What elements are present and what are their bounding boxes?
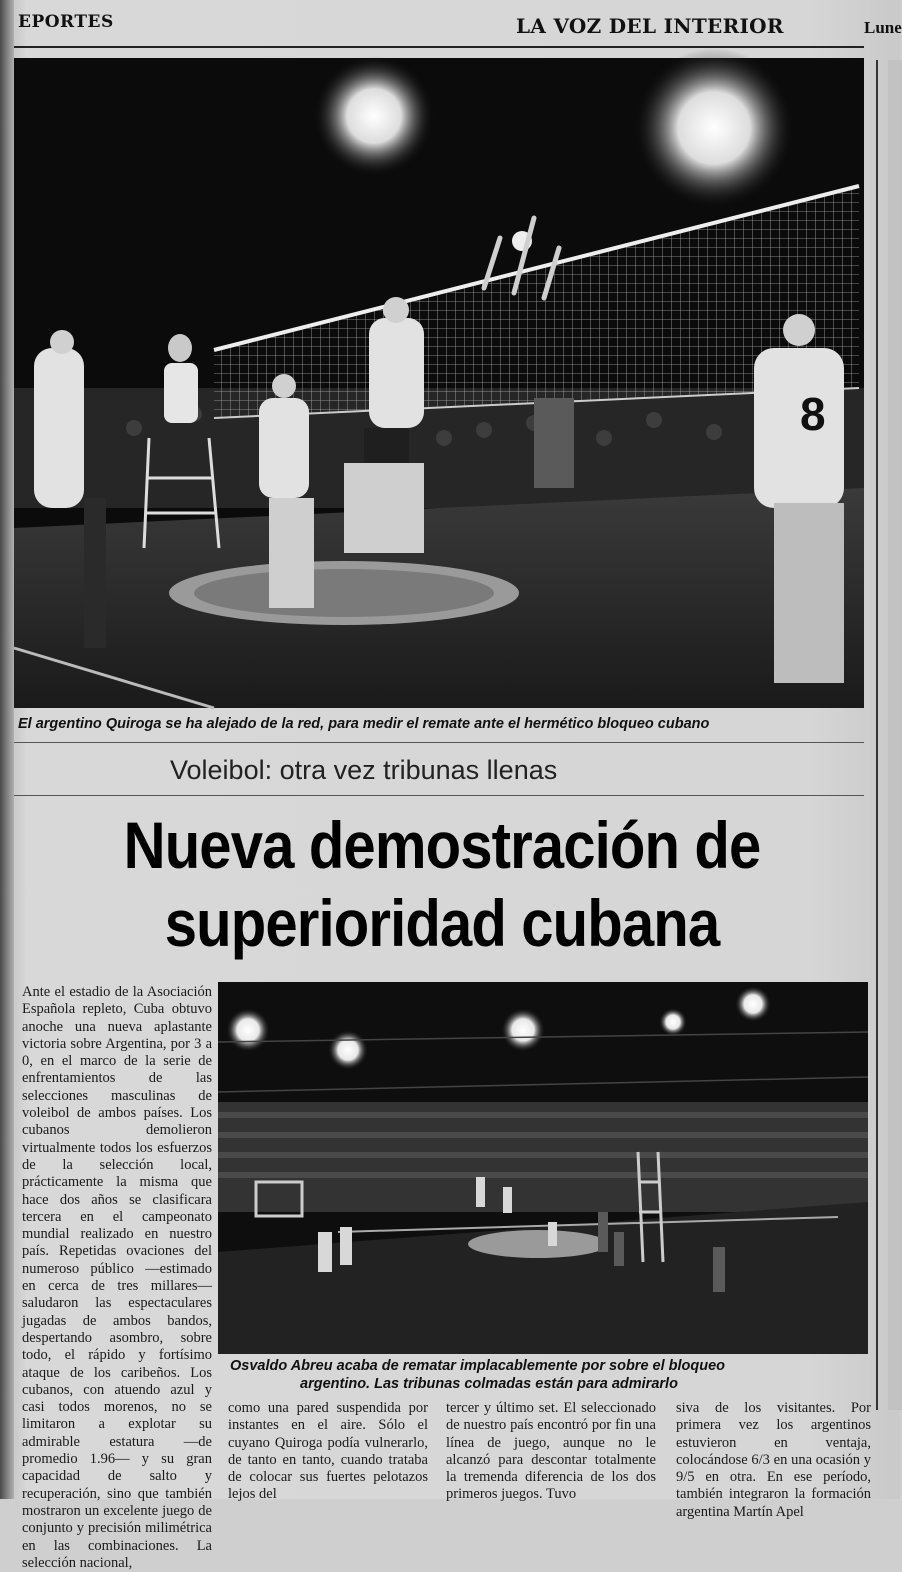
article-column-1-text: Ante el estadio de la Asociación Española repleto, Cuba obtuvo anoche una nueva aplastante victoria sobre Argentina, por 3 a 0, en el marco de la serie de enfrentamientos de las selecciones masculinas de voleibol de ambos países. Los cubanos demolieron virtualmente todos los esfuerzos de la selección local, prácticamente la misma que hace dos años se clasificara tercera en el campeonato mundial realizado en nuestro país. Repetidas ovaciones del numeroso público —estimado en cerca de tres millares— saludaron las espectaculares jugadas de ambos bandos, despertando asombro, sobre todo, el rápido y fortísimo ataque de los caribeños. Los cubanos, con atuendo azul y casi todos morenos, no se limitaron a explotar su admirable estatura —de promedio 1.96— y su gran capacidad de salto y recuperación, sino que también mostraron un excelente juego de conjunto y precisión milimétrica en las combinaciones. La selección nacional, [22, 984, 212, 1571]
kicker-rule [14, 795, 864, 796]
date-label: Lune [864, 18, 902, 37]
masthead: LA VOZ DEL INTERIOR [516, 14, 784, 38]
article-column-3-text: tercer y último set. El seleccionado de nuestro país encontró por fin una línea de juego, aunque no le alcanzó para descontar totalmente la tremenda diferencia de los dos primeros juegos. Tuvo [446, 1400, 656, 1503]
article-kicker: Voleibol: otra vez tribunas llenas [170, 755, 558, 785]
page-header [0, 0, 900, 48]
article-headline [72, 806, 811, 962]
article-column-4-text: siva de los visitantes. Por primera vez los argentinos estuvieron en ventaja, colocándose 6/3 en una ocasión y 9/5 en otra. En ese período, también integraron la formación argentina Martín Apel [676, 1400, 871, 1520]
article-column-4 [676, 1400, 871, 1520]
photo-top-caption: El argentino Quiroga se ha alejado de la red, para medir el remate ante el hermético bloqueo cubano [18, 716, 710, 732]
adjacent-column-edge [876, 60, 902, 1410]
photo-bottom-caption-line-1: Osvaldo Abreu acaba de rematar implacablemente por sobre el bloqueo [230, 1358, 726, 1374]
article-column-1 [22, 984, 212, 1571]
article-column-2-text: como una pared suspendida por instantes en el aire. Sólo el cuyano Quiroga podía vulnerarlo, de tanto en tanto, cuando trataba de colocar sus fuertes pelotazos lejos del [228, 1400, 428, 1503]
caption-rule [14, 742, 864, 743]
photo-top-illustration [14, 58, 864, 708]
article-column-2 [228, 1400, 428, 1503]
page-spine-shadow [0, 0, 14, 1499]
photo-bottom-stadium [218, 982, 868, 1354]
section-label: EPORTES [18, 12, 114, 32]
photo-bottom-illustration [218, 982, 868, 1354]
headline-line-2: superioridad cubana [164, 886, 720, 960]
jersey-number: 8 [800, 388, 826, 440]
headline-line-1: Nueva demostración de [123, 808, 761, 882]
photo-bottom-caption-line-2: argentino. Las tribunas colmadas están para admirarlo [300, 1376, 678, 1392]
photo-top-volleyball-match [14, 58, 864, 708]
article-column-3 [446, 1400, 656, 1503]
header-rule [14, 46, 864, 48]
